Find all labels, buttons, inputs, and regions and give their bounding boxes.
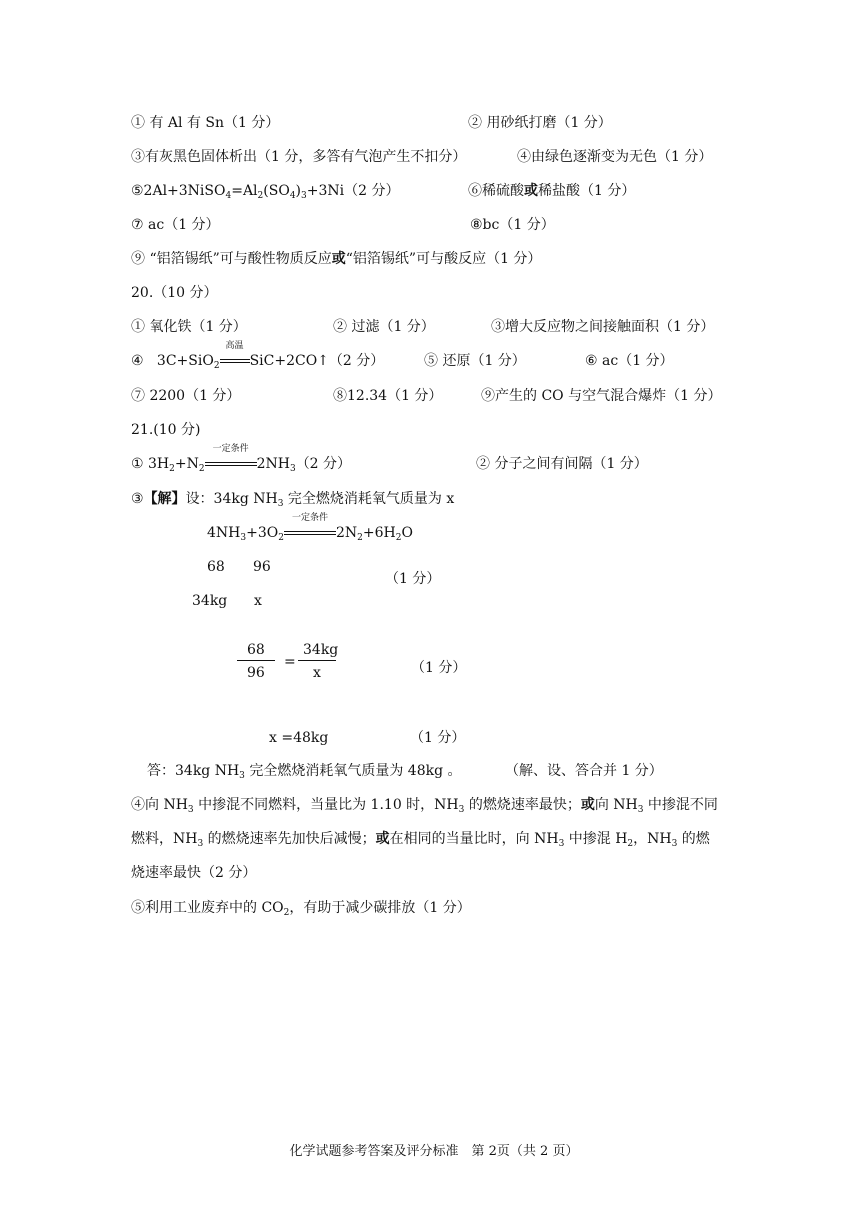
q21-fraction-1-numerator: 68 (247, 642, 265, 658)
q19-answer-6: ⑥稀硫酸或稀盐酸（1 分） (468, 183, 636, 199)
reaction-condition: 一定条件 (284, 524, 336, 542)
q21-mass-ratio-left: 68 (207, 559, 225, 575)
q19-answer-4: ④由绿色逐渐变为无色（1 分） (517, 149, 713, 165)
q21-answer-4-line-3: 烧速率最快（2 分） (131, 865, 257, 881)
q21-answer-statement: 答：34kg $NH_3$ 完全燃烧消耗氧气质量为 48kg 。 (147, 763, 462, 781)
reaction-condition: 一定条件 (205, 455, 257, 473)
q21-answer-2: ② 分子之间有间隔（1 分） (476, 456, 648, 472)
q20-answer-7: ⑦ 2200（1 分） (131, 388, 241, 404)
reaction-condition: 高温 (220, 352, 250, 370)
q21-fraction-2-numerator: 34kg (303, 642, 339, 658)
q21-reaction-equation: $4NH_3+3O_2$ 一定条件 $2N_2+6H_2O$ (207, 513, 413, 543)
q19-answer-1: ① 有 Al 有 Sn（1 分） (131, 115, 280, 131)
q20-answer-8: ⑧12.34（1 分） (333, 388, 443, 404)
q20-answer-5: ⑤ 还原（1 分） (424, 353, 526, 369)
q19-answer-8: ⑧bc（1 分） (470, 217, 555, 233)
q20-answer-3: ③增大反应物之间接触面积（1 分） (491, 319, 715, 335)
q20-title: 20.（10 分） (131, 285, 218, 301)
q21-fraction-2-denominator: x (313, 665, 321, 681)
q21-answer-4-line-2: 燃料，$NH_3$ 的燃烧速率先加快后减慢；或在相同的当量比时，向 $NH_3$ 中掺混 $H_2$，$NH_3$ 的燃 (131, 831, 710, 849)
page-footer: 化学试题参考答案及评分标准 第 2页（共 2 页） (289, 1144, 579, 1159)
q19-answer-5: $⑤2Al+3NiSO_4=Al_2(SO_4)_3+3Ni(2$ 分） (131, 183, 400, 201)
q21-result: x =48kg (269, 730, 329, 746)
q21-fraction-1-denominator: 96 (247, 665, 265, 681)
q20-answer-1: ① 氧化铁（1 分） (131, 319, 247, 335)
q20-answer-6: ⑥ ac（1 分） (585, 353, 674, 369)
q21-answer-1: ① $3H_2+N_2$ 一定条件 $2NH_3(2$ 分） (131, 444, 352, 474)
q20-answer-2: ② 过滤（1 分） (333, 319, 435, 335)
q21-fraction-1-bar (237, 660, 275, 661)
q21-fraction-equals: = (284, 654, 296, 670)
q19-answer-7: ⑦ ac（1 分） (131, 217, 220, 233)
q21-score-3: （1 分） (410, 730, 466, 746)
q19-answer-3: ③有灰黑色固体析出（1 分，多答有气泡产生不扣分） (131, 149, 467, 165)
q19-answer-2: ② 用砂纸打磨（1 分） (468, 115, 612, 131)
q21-title: 21.(10 分) (131, 422, 201, 438)
q21-score-1: （1 分） (385, 571, 441, 587)
q21-given-mass: 34kg (192, 593, 228, 609)
q20-answer-9: ⑨产生的 CO 与空气混合爆炸（1 分） (481, 388, 722, 404)
q21-answer-4-line-1: ④向 $NH_3$ 中掺混不同燃料，当量比为 1.10 时，$NH_3$ 的燃烧速率最快；或向 $NH_3$ 中掺混不同 (131, 797, 718, 815)
q21-answer-5: ⑤利用工业废弃中的 $CO_2$，有助于减少碳排放（1 分） (131, 900, 471, 918)
q21-unknown-mass: x (254, 593, 262, 609)
q19-answer-9: ⑨ “铝箔锡纸”可与酸性物质反应或“铝箔锡纸”可与酸反应（1 分） (131, 251, 542, 267)
q21-answer-score: （解、设、答合并 1 分） (505, 763, 663, 779)
q21-score-2: （1 分） (411, 660, 467, 676)
q21-fraction-2-bar (298, 660, 336, 661)
q21-solution-setup: ③【解】设：34kg $NH_3$ 完全燃烧消耗氧气质量为 x (131, 491, 455, 509)
q20-answer-4: ④ 3C+SiO$_2$ 高温 SiC+2CO↑（2 分） (131, 341, 385, 371)
q21-mass-ratio-right: 96 (253, 559, 271, 575)
